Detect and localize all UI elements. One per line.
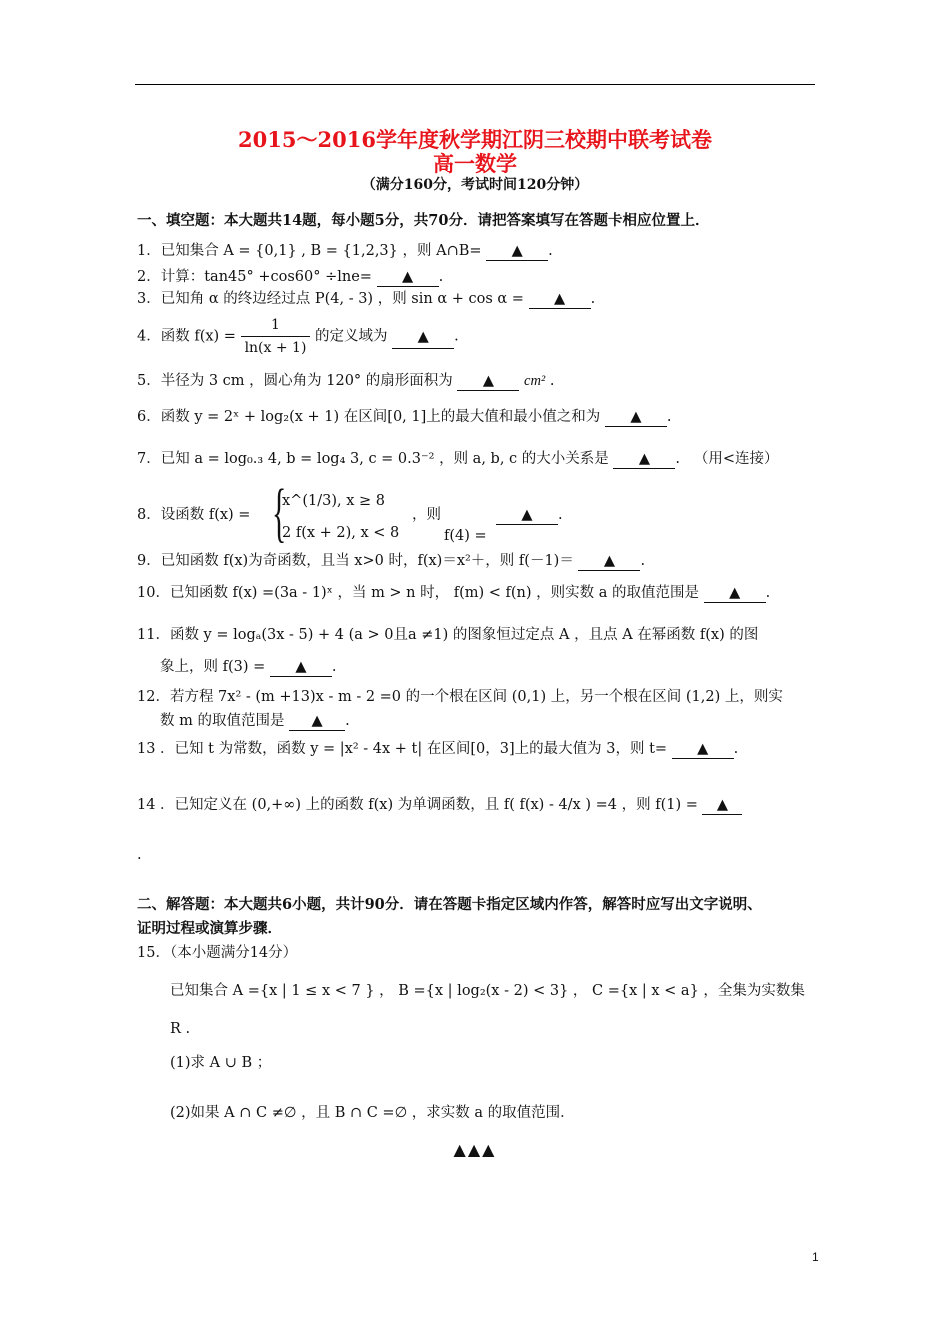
question-10: 10．已知函数 f(x) =(3a - 1)ˣ ，当 m > n 时， f(m) < f(n) ，则实数 a 的取值范围是 ▲ . — [137, 585, 771, 601]
question-15-title: 15．（本小题满分14分） — [137, 945, 298, 961]
question-14 — [137, 796, 742, 815]
answer-blank-5: ▲ — [457, 372, 519, 391]
question-12-line-2: 数 m 的取值范围是 ▲ . — [160, 713, 350, 729]
question-14-text: 14 ．已知定义在 (0,+∞) 上的函数 f(x) 为单调函数，且 f( f(x) - 4/x ) =4 ，则 f(1) = — [137, 797, 698, 813]
exam-subtitle: 高一数学 — [433, 151, 517, 176]
exam-title: 2015～2016学年度秋学期江阴三校期中联考试卷 — [238, 127, 712, 152]
end-marks: ▲▲▲ — [453, 1140, 497, 1159]
question-4-post: 的定义域为 — [315, 328, 388, 345]
exam-info: （满分160分，考试时间120分钟） — [361, 177, 589, 193]
answer-blank-8: ▲ — [496, 506, 558, 525]
header-rule — [135, 84, 815, 85]
section2-heading-2: 证明过程或演算步骤． — [137, 920, 282, 937]
page-number: 1 — [812, 1250, 819, 1264]
answer-blank-14: ▲ — [702, 796, 742, 815]
question-13-text: 13 ．已知 t 为常数，函数 y = |x² - 4x + t| 在区间[0，3]上的最大值为 3，则 t= — [137, 741, 668, 757]
piecewise-brace: { — [272, 476, 287, 549]
question-4-pre: 4．函数 f(x) = — [137, 328, 236, 345]
question-4: 4．函数 f(x) = $\frac{1}{\ln(x + 1)}$ 的定义域为 ▲ . — [137, 314, 459, 359]
question-4-denominator: ln(x + 1) — [244, 340, 307, 356]
question-4-fraction — [241, 314, 311, 359]
question-14-tail: . — [137, 847, 142, 863]
question-15-line-1: 已知集合 A ={x | 1 ≤ x < 7 } ， B ={x | log₂(x - 2) < 3} ， C ={x | x < a} ，全集为实数集 — [170, 983, 805, 999]
question-7: 7．已知 a = log₀.₃ 4, b = log₄ 3, c = 0.3⁻² ，则 a, b, c 的大小关系是 ▲ . （用<连接） — [137, 451, 779, 467]
answer-blank-2: ▲ — [377, 268, 439, 287]
answer-blank-3: ▲ — [529, 290, 591, 309]
answer-blank-10: ▲ — [704, 584, 766, 603]
question-9-text: 9．已知函数 f(x)为奇函数，且当 x>0 时，f(x)＝x²＋，则 f(－1)＝ — [137, 553, 574, 569]
question-7-note: （用<连接） — [693, 451, 779, 467]
question-8-post: ，则 — [412, 507, 441, 523]
question-5: 5．半径为 3 cm ，圆心角为 120° 的扇形面积为 ▲ cm² . — [137, 373, 555, 389]
question-7-text: 7．已知 a = log₀.₃ 4, b = log₄ 3, c = 0.3⁻² ，则 a, b, c 的大小关系是 — [137, 451, 609, 467]
question-6: 6．函数 y = 2ˣ + log₂(x + 1) 在区间[0, 1]上的最大值和最小值之和为 ▲ . — [137, 409, 672, 425]
question-11-text: 象上，则 f(3) = — [160, 659, 266, 675]
question-12-line-1: 12．若方程 7x² - (m +13)x - m - 2 =0 的一个根在区间 (0,1) 上，另一个根在区间 (1,2) 上，则实 — [137, 689, 783, 705]
answer-blank-12: ▲ — [289, 712, 345, 731]
question-2-text: 2．计算：tan45° +cos60° ÷lne= — [137, 269, 372, 285]
question-9: 9．已知函数 f(x)为奇函数，且当 x>0 时，f(x)＝x²＋，则 f(－1)＝ ▲ . — [137, 553, 646, 569]
answer-blank-1: ▲ — [486, 242, 548, 261]
answer-blank-11: ▲ — [270, 658, 332, 677]
answer-blank-9: ▲ — [578, 552, 640, 571]
question-8-pre: 8．设函数 f(x) = — [137, 507, 251, 523]
question-15-part-2: (2)如果 A ∩ C ≠∅ ，且 B ∩ C =∅ ，求实数 a 的取值范围． — [170, 1105, 575, 1121]
section2-heading-1: 二、解答题：本大题共6小题，共计90分．请在答题卡指定区域内作答，解答时应写出文字说明、 — [137, 896, 762, 913]
question-8-case-2: 2 f(x + 2), x < 8 — [282, 525, 400, 541]
question-8-blank-wrap: ▲ . — [496, 506, 563, 525]
question-3-text: 3．已知角 α 的终边经过点 P(4, - 3) ，则 sin α + cos α = — [137, 291, 524, 307]
answer-blank-4: ▲ — [392, 326, 454, 349]
question-6-text: 6．函数 y = 2ˣ + log₂(x + 1) 在区间[0, 1]上的最大值和最小值之和为 — [137, 409, 601, 425]
question-12-text: 数 m 的取值范围是 — [160, 713, 285, 729]
question-5-unit: cm² — [524, 373, 546, 389]
question-4-numerator: 1 — [241, 314, 311, 337]
question-3: 3．已知角 α 的终边经过点 P(4, - 3) ，则 sin α + cos α = ▲ . — [137, 291, 596, 307]
question-1: 1．已知集合 A = {0,1} , B = {1,2,3} ，则 A∩B= ▲ . — [137, 243, 553, 259]
answer-blank-6: ▲ — [605, 408, 667, 427]
answer-blank-7: ▲ — [613, 450, 675, 469]
question-15-part-1: (1)求 A ∪ B ； — [170, 1055, 272, 1071]
question-10-text: 10．已知函数 f(x) =(3a - 1)ˣ ，当 m > n 时， f(m) < f(n) ，则实数 a 的取值范围是 — [137, 585, 700, 601]
question-8-case-1: x^(1/3), x ≥ 8 — [282, 493, 385, 509]
question-5-text: 5．半径为 3 cm ，圆心角为 120° 的扇形面积为 — [137, 373, 453, 389]
question-11-line-1: 11．函数 y = logₐ(3x - 5) + 4 (a > 0且a ≠1) 的图象恒过定点 A ，且点 A 在幂函数 f(x) 的图 — [137, 627, 759, 643]
question-8-ask: f(4) = — [444, 528, 487, 544]
question-15-line-2: R . — [170, 1021, 191, 1037]
question-13: 13 ．已知 t 为常数，函数 y = |x² - 4x + t| 在区间[0，3]上的最大值为 3，则 t= ▲ . — [137, 741, 739, 757]
question-1-text: 1．已知集合 A = {0,1} , B = {1,2,3} ，则 A∩B= — [137, 243, 482, 259]
question-2: 2．计算：tan45° +cos60° ÷lne= ▲ . — [137, 269, 444, 285]
section1-heading: 一、填空题：本大题共14题，每小题5分，共70分．请把答案填写在答题卡相应位置上． — [137, 212, 710, 229]
question-11-line-2: 象上，则 f(3) = ▲ . — [160, 659, 337, 675]
answer-blank-13: ▲ — [672, 740, 734, 759]
